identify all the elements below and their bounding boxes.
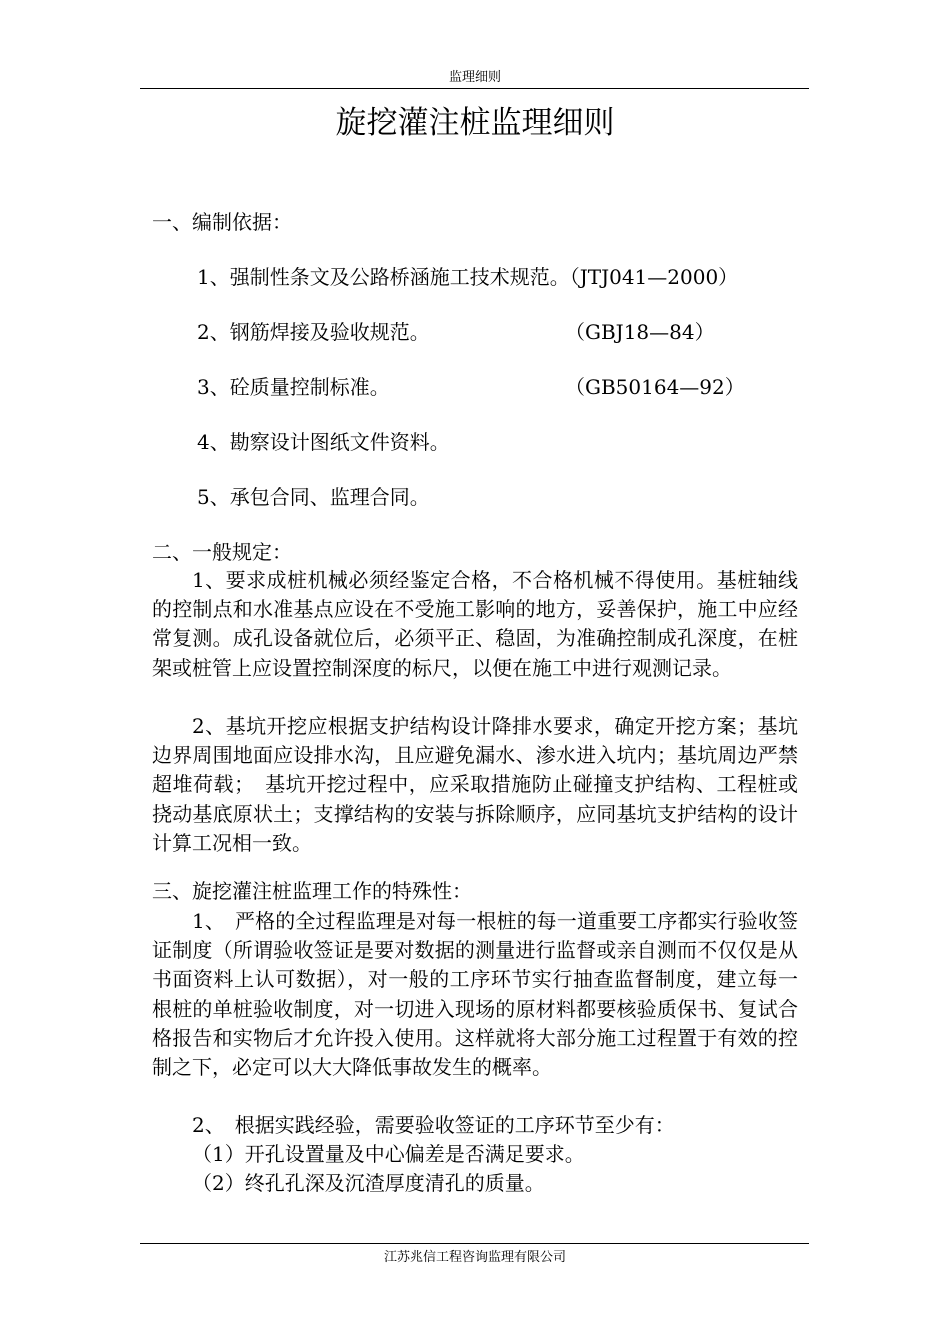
document-title: 旋挖灌注桩监理细则 <box>335 105 615 141</box>
page-header: 监理细则 <box>448 70 501 85</box>
section1-item-3-ref: （GB50164—92） <box>565 375 745 399</box>
section3-paragraph-3: （1）开孔设置量及中心偏差是否满足要求。 <box>192 1142 585 1166</box>
section1-item-5: 5、承包合同、监理合同。 <box>197 485 430 509</box>
section2-paragraph-2: 2、基坑开挖应根据支护结构设计降排水要求，确定开挖方案；基坑边界周围地面应设排水沟，且应避免漏水、渗水进入坑内；基坑周边严禁超堆荷载； 基坑开挖过程中，应采取措施防止碰撞支护结构、工程桩或挠动基底原状土；支撑结构的安装与拆除顺序，应同基坑支护结构的设计计算工况相一致。 <box>152 714 798 855</box>
footer-rule <box>140 1243 809 1244</box>
page-footer: 江苏兆信工程咨询监理有限公司 <box>383 1250 566 1265</box>
section2-heading: 二、一般规定： <box>152 540 292 564</box>
section1-item-3: 3、砼质量控制标准。 <box>197 375 390 399</box>
section1-heading: 一、编制依据： <box>152 210 292 234</box>
header-rule <box>140 88 809 89</box>
section3-heading: 三、旋挖灌注桩监理工作的特殊性： <box>152 879 472 903</box>
section3-paragraph-1: 1、 严格的全过程监理是对每一根桩的每一道重要工序都实行验收签证制度（所谓验收签证是要对数据的测量进行监督或亲自测而不仅仅是从书面资料上认可数据），对一般的工序环节实行抽查监督制度，建立每一根桩的单桩验收制度，对一切进入现场的原材料都要核验质保书、复试合格报告和实物后才允许投入使用。这样就将大部分施工过程置于有效的控制之下，必定可以大大降低事故发生的概率。 <box>152 909 798 1080</box>
section3-paragraph-2: 2、 根据实践经验，需要验收签证的工序环节至少有： <box>192 1113 675 1137</box>
section1-item-2: 2、钢筋焊接及验收规范。 <box>197 320 430 344</box>
section3-paragraph-4: （2）终孔孔深及沉渣厚度清孔的质量。 <box>192 1171 545 1195</box>
section1-item-2-ref: （GBJ18—84） <box>565 320 715 344</box>
section1-item-1: 1、强制性条文及公路桥涵施工技术规范。（JTJ041—2000） <box>197 265 739 289</box>
section1-item-4: 4、勘察设计图纸文件资料。 <box>197 430 450 454</box>
section2-paragraph-1: 1、要求成桩机械必须经鉴定合格，不合格机械不得使用。基桩轴线的控制点和水准基点应设在不受施工影响的地方，妥善保护，施工中应经常复测。成孔设备就位后，必须平正、稳固，为准确控制成孔深度，在桩架或桩管上应设置控制深度的标尺，以便在施工中进行观测记录。 <box>152 568 798 680</box>
